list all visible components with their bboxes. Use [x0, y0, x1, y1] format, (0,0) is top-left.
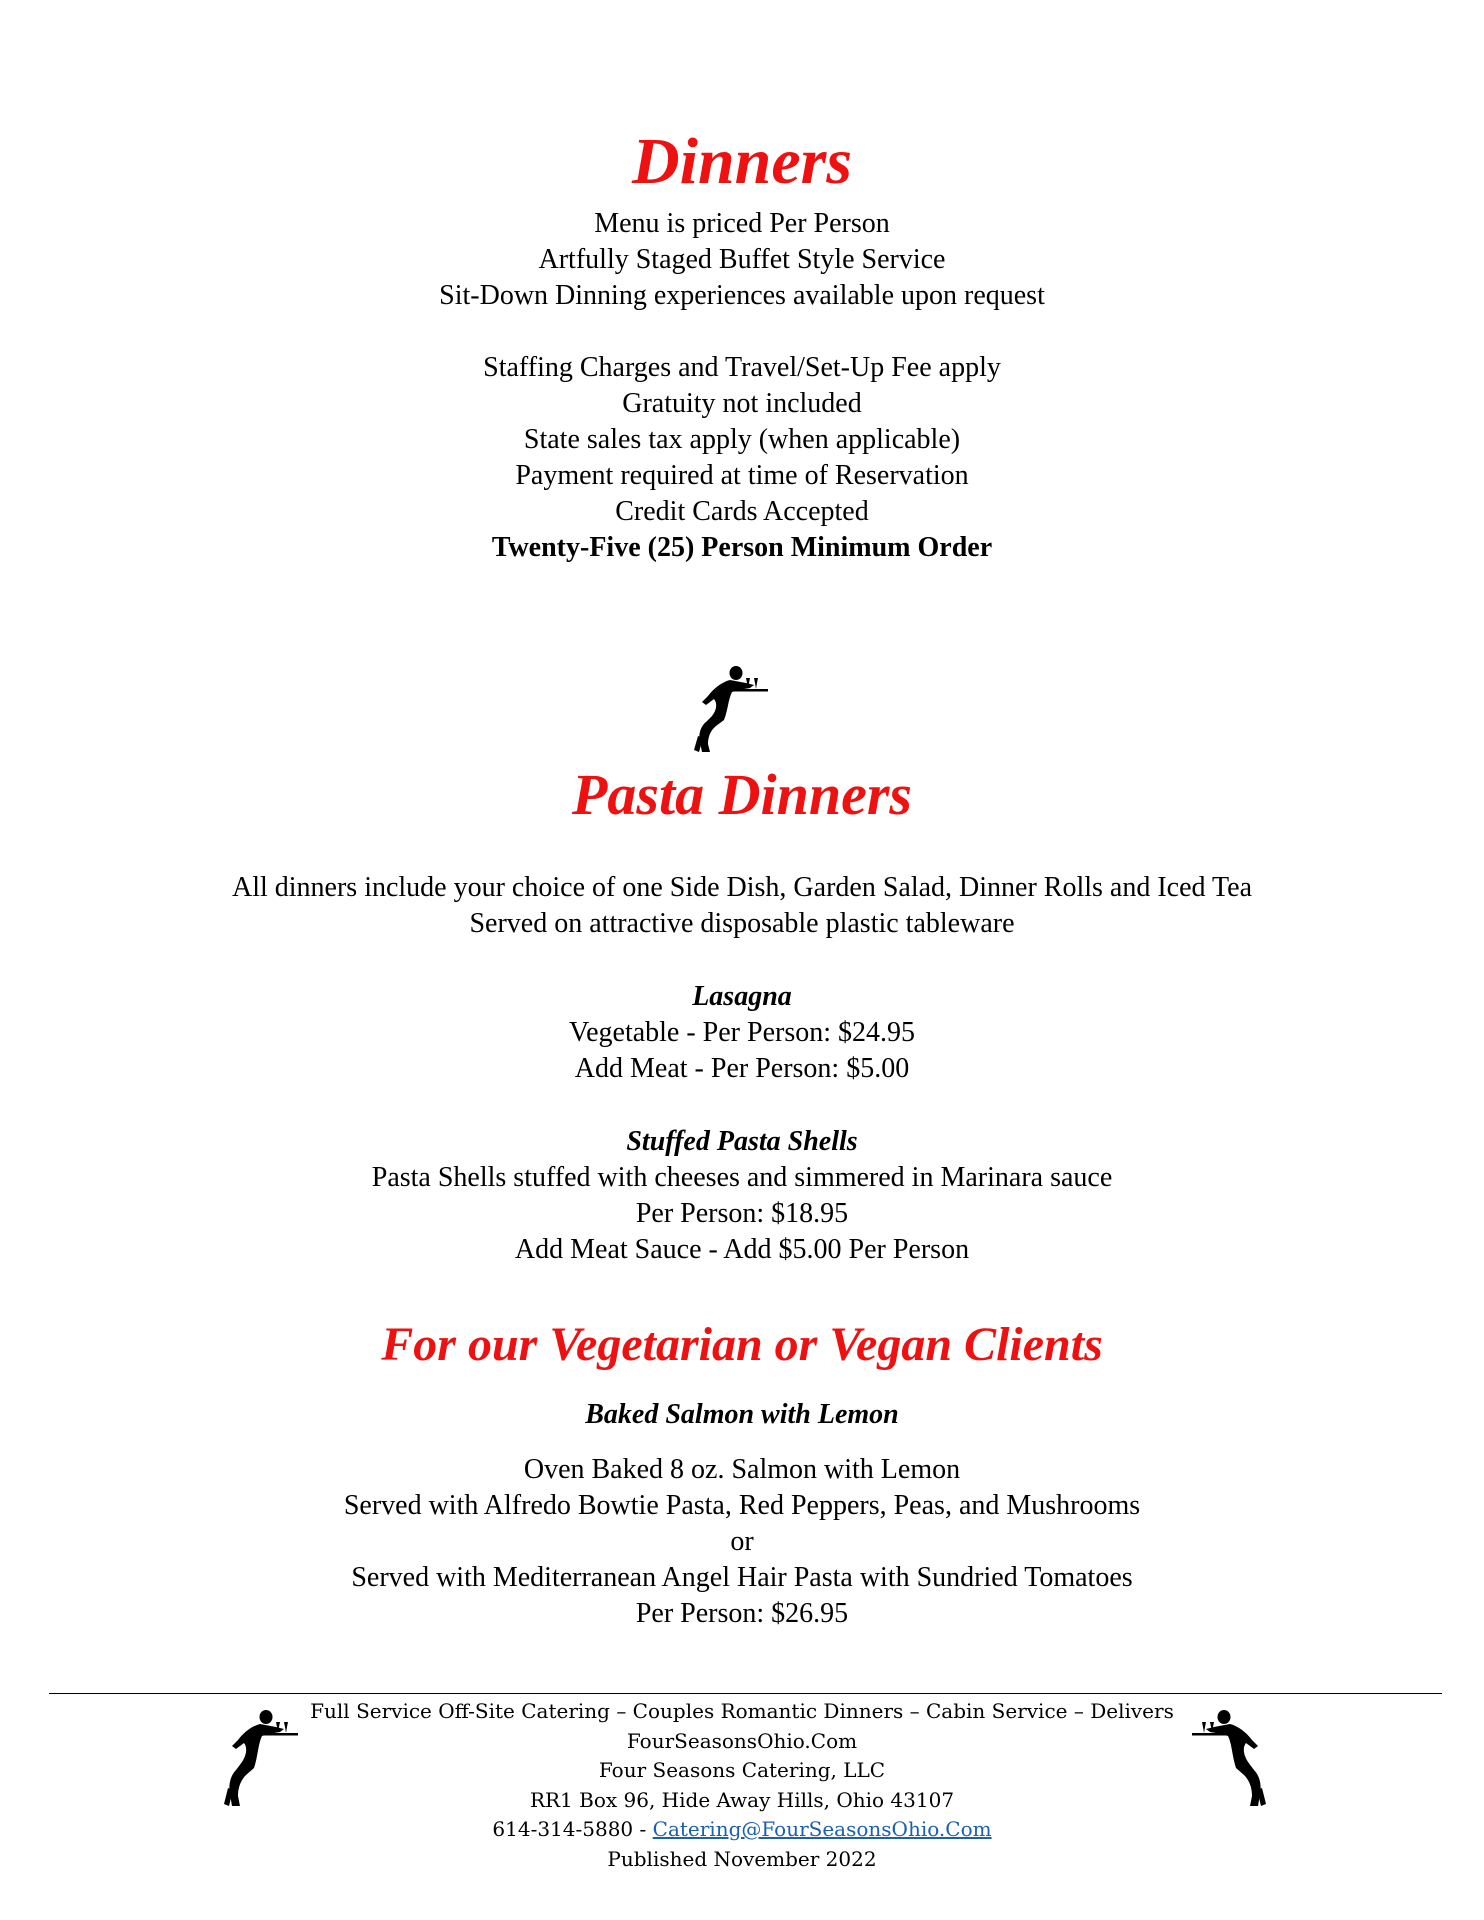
info-line: Menu is priced Per Person	[594, 208, 890, 239]
shells-line: Per Person: $18.95	[635, 1198, 849, 1229]
intro-line: Served on attractive disposable plastic tableware	[469, 908, 1015, 939]
lasagna-line: Add Meat - Per Person: $5.00	[574, 1053, 910, 1084]
terms-line: Staffing Charges and Travel/Set-Up Fee apply	[483, 352, 1001, 383]
salmon-line: or	[730, 1526, 754, 1557]
dinners-title: Dinners	[631, 125, 853, 198]
terms-line: Gratuity not included	[622, 388, 862, 419]
footer	[0, 1697, 1484, 1875]
email-link[interactable]: Catering@FourSeasonsOhio.Com	[652, 1817, 992, 1842]
pasta-intro	[0, 870, 1484, 942]
pasta-dinners-title: Pasta Dinners	[571, 762, 912, 827]
footer-phone: 614-314-5880	[492, 1817, 634, 1842]
salmon-line: Served with Mediterranean Angel Hair Pasta with Sundried Tomatoes	[351, 1562, 1133, 1593]
footer-website: FourSeasonsOhio.Com	[626, 1728, 858, 1753]
salmon-line: Served with Alfredo Bowtie Pasta, Red Peppers, Peas, and Mushrooms	[343, 1490, 1141, 1521]
salmon-name: Baked Salmon with Lemon	[585, 1399, 899, 1430]
vegetarian-title: For our Vegetarian or Vegan Clients	[381, 1318, 1103, 1371]
footer-contact	[0, 1815, 1484, 1845]
dinners-terms	[0, 350, 1484, 566]
footer-published: Published November 2022	[607, 1846, 877, 1871]
info-line: Sit-Down Dinning experiences available upon request	[439, 280, 1045, 311]
shells-line: Pasta Shells stuffed with cheeses and simmered in Marinara sauce	[371, 1162, 1113, 1193]
terms-line: Payment required at time of Reservation	[515, 460, 969, 491]
footer-company: Four Seasons Catering, LLC	[598, 1758, 886, 1783]
lasagna-name: Lasagna	[692, 981, 792, 1012]
stuffed-shells-name: Stuffed Pasta Shells	[626, 1126, 858, 1157]
footer-address: RR1 Box 96, Hide Away Hills, Ohio 43107	[529, 1787, 955, 1812]
salmon-item	[0, 1452, 1484, 1632]
stuffed-shells-item	[0, 1124, 1484, 1268]
footer-divider	[49, 1693, 1442, 1694]
salmon-line: Oven Baked 8 oz. Salmon with Lemon	[523, 1454, 961, 1485]
waiter-icon	[684, 664, 770, 754]
footer-separator: -	[633, 1817, 653, 1842]
salmon-line: Per Person: $26.95	[635, 1598, 849, 1629]
lasagna-item	[0, 979, 1484, 1087]
footer-services: Full Service Off-Site Catering – Couples Romantic Dinners – Cabin Service – Delivers	[310, 1699, 1174, 1723]
terms-line: Credit Cards Accepted	[615, 496, 869, 527]
salmon-name-block	[0, 1397, 1484, 1433]
info-line: Artfully Staged Buffet Style Service	[538, 244, 946, 275]
minimum-order: Twenty-Five (25) Person Minimum Order	[491, 532, 993, 563]
shells-line: Add Meat Sauce - Add $5.00 Per Person	[514, 1234, 970, 1265]
terms-line: State sales tax apply (when applicable)	[523, 424, 961, 455]
lasagna-line: Vegetable - Per Person: $24.95	[568, 1017, 916, 1048]
dinners-info	[0, 206, 1484, 314]
intro-line: All dinners include your choice of one Side Dish, Garden Salad, Dinner Rolls and Iced Tea	[231, 872, 1253, 903]
